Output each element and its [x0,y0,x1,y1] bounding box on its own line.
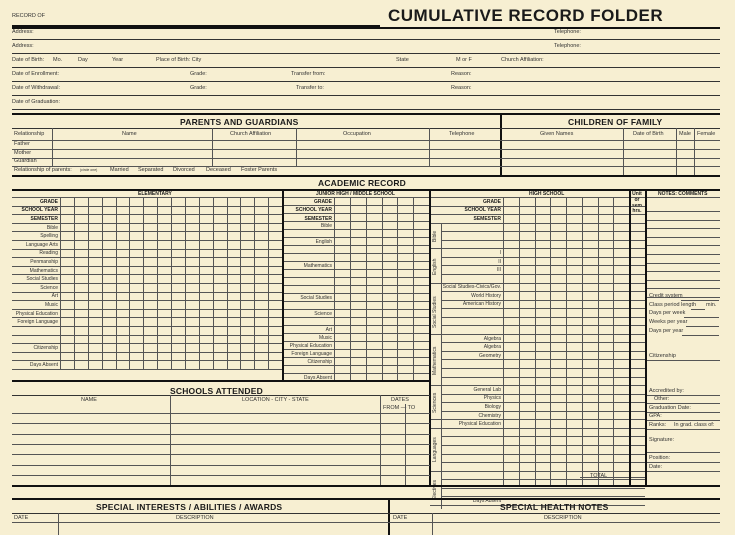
grid-row-line[interactable] [441,454,645,455]
grid-row-line[interactable] [12,309,282,310]
grid-col-line [350,197,351,381]
grid-row-line[interactable] [283,293,429,294]
transfer-to-label: Transfer to: [296,85,324,91]
accredited-by-label: Accredited by: [649,388,684,394]
subject-label: Days Absent [472,498,501,505]
subject-label: Bible [46,224,58,231]
grid-row-line[interactable] [441,488,645,489]
grid-col-line [519,197,520,485]
parents-col-divider [212,128,213,166]
school-row-line[interactable] [12,454,430,455]
grid-row-line[interactable] [283,229,429,230]
subject-label: Mathematics [29,267,58,274]
notes-line[interactable] [647,237,720,238]
grid-row-line[interactable] [12,343,282,344]
option-married[interactable]: Married [110,167,129,173]
grid-col-line [598,197,599,485]
health-description-col: DESCRIPTION [544,515,582,521]
grid-row-line[interactable] [12,231,282,232]
date-line[interactable] [647,471,720,472]
grid-row-line[interactable] [283,237,429,238]
grid-col-line [185,197,186,369]
grid-row-line[interactable] [12,223,282,224]
academic-heading: ACADEMIC RECORD [318,178,406,188]
subject-label: Science [314,310,332,317]
other-line[interactable] [647,403,720,404]
grid-row-line[interactable] [441,368,645,369]
grid-col-line [240,197,241,369]
grid-row-line[interactable] [12,249,282,250]
parents-row-line [12,140,720,141]
days-per-week-label: Days per week [649,310,686,316]
signature-line[interactable] [647,452,720,453]
grid-row-line[interactable] [441,317,645,318]
col-given-names: Given Names [540,131,574,137]
notes-line[interactable] [647,211,720,212]
withdrawal-grade-label: Grade: [190,85,207,91]
parents-top-rule [12,113,720,115]
grid-row-line[interactable] [12,257,282,258]
grid-col-line [199,197,200,369]
school-row-line[interactable] [12,434,430,435]
subject-label: Biology [484,404,501,410]
grid-col-line [157,197,158,369]
grid-row-line[interactable] [441,291,645,292]
school-dates-col: DATES [391,397,409,403]
subject-label: II [498,258,501,265]
bottom-row-line[interactable] [12,522,720,523]
grid-row-line[interactable] [283,213,429,214]
parents-col-divider [296,128,297,166]
grid-row-line[interactable] [283,365,429,366]
school-row-line[interactable] [12,465,430,466]
school-row-line[interactable] [12,475,430,476]
grid-row-line[interactable] [283,301,429,302]
grid-row-line[interactable] [12,335,282,336]
citizenship-line[interactable] [647,360,720,361]
grid-col-line [366,197,367,381]
junior-high-heading: JUNIOR HIGH / MIDDLE SCHOOL [316,191,395,197]
dob-label: Date of Birth: [12,57,45,63]
interests-date-col: DATE [14,515,29,521]
grid-row-line[interactable] [441,436,645,437]
notes-line[interactable] [647,288,720,289]
address-label-2: Address: [12,43,34,49]
grid-col-line [613,197,614,485]
grid-row-line[interactable] [283,261,429,262]
parents-header-rule [12,128,720,129]
high-unit-divider [629,189,631,485]
subject-label: Language Arts [25,241,58,248]
days-per-year-label: Days per year [649,328,684,334]
grid-col-line [143,197,144,369]
grid-row-line[interactable] [441,377,645,378]
grid-col-line [171,197,172,369]
grid-row-line[interactable] [12,326,282,327]
subject-label: Physical Education [289,342,332,349]
bottom-rule [12,485,720,487]
grid-row-line[interactable] [283,285,429,286]
place-of-birth-label: Place of Birth: City [156,57,202,63]
grid-row-line[interactable] [283,309,429,310]
grid-row-line[interactable] [283,317,429,318]
bottom-rule-2 [12,498,720,500]
subject-label: Art [325,326,332,333]
grid-row-line[interactable] [441,351,645,352]
parents-row-line[interactable] [12,158,720,159]
signature-label: Signature: [649,437,675,443]
parents-col-divider [52,128,53,166]
address-line[interactable] [12,39,720,40]
semester-label: SEMESTER [304,216,332,222]
grid-row-line[interactable] [441,325,645,326]
option-deceased[interactable]: Deceased [206,167,231,173]
weeks-per-year-label: Weeks per year [649,319,688,325]
graduation-label: Date of Graduation: [12,99,61,105]
notes-line[interactable] [647,245,720,246]
grid-col-line [213,197,214,369]
elementary-junior-divider [282,189,284,380]
subject-group-label: Sciences [432,393,438,414]
grid-row-line[interactable] [441,342,645,343]
days-per-week-line[interactable] [684,317,719,318]
grid-row-line[interactable] [283,357,429,358]
subject-group-label: Languages [432,437,438,462]
subject-label: Citizenship [307,358,332,365]
form-title: CUMULATIVE RECORD FOLDER [388,6,664,25]
schools-top-rule [12,380,430,382]
interests-col-divider [58,513,59,535]
dob-day: Day [78,57,88,63]
total-label: TOTAL [590,473,608,479]
withdrawal-line[interactable] [12,95,720,96]
subject-label: Citizenship [33,345,58,351]
subject-label: Chemistry [478,412,501,419]
junior-high-divider [429,189,431,485]
grid-row-line[interactable] [441,300,645,301]
min-label: min. [706,302,717,308]
notes-line[interactable] [647,254,720,255]
row-father: Father [14,141,30,147]
withdrawal-label: Date of Withdrawal: [12,85,60,91]
grid-col-line [74,197,75,369]
grid-row-line[interactable] [12,274,282,275]
address-label: Address: [12,29,34,35]
grid-row-line[interactable] [12,317,282,318]
semester-label: SEMESTER [473,216,501,222]
row-guardian: Guardian [14,158,37,164]
relationship-of-parents-label: Relationship of parents: [14,167,72,173]
subject-group-label: Electives [432,480,438,501]
children-heading: CHILDREN OF FAMILY [568,117,663,127]
parents-heading: PARENTS AND GUARDIANS [180,117,299,127]
health-date-col: DATE [393,515,408,521]
parents-col-divider [429,128,430,166]
parents-row-line[interactable] [12,149,720,150]
subject-label: Music [44,302,58,308]
grid-row-line[interactable] [12,360,282,361]
grid-row-line[interactable] [441,394,645,395]
grid-row-line[interactable] [441,411,645,412]
enrollment-line[interactable] [12,81,720,82]
elementary-heading: ELEMENTARY [138,191,172,197]
grid-row-line[interactable] [441,308,645,309]
subject-label: Physics [483,395,501,402]
school-row-line[interactable] [12,423,430,424]
unit-label: Unit or sem hrs. [631,191,642,215]
unit-notes-divider [645,189,647,485]
col-occupation: Occupation [343,131,371,137]
notes-line[interactable] [647,220,720,221]
grid-col-line [60,197,61,369]
notes-line[interactable] [647,228,720,229]
schools-col-divider [380,395,381,485]
transfer-from-label: Transfer from: [291,71,326,77]
grid-col-line [535,197,536,485]
grid-col-line [129,197,130,369]
grid-row-line[interactable] [441,402,645,403]
in-grad-class-label: In grad. class of: [674,422,715,428]
school-year-label: SCHOOL YEAR [295,207,332,214]
subject-group-label: English [432,258,438,276]
grid-row-line[interactable] [283,253,429,254]
col-female: Female [697,131,716,137]
relationship-hint: (circle one) [80,168,98,172]
subject-group-label: Bible [432,231,438,243]
grid-row-line[interactable] [12,283,282,284]
subject-label: World History [471,292,501,299]
grid-row-line[interactable] [441,359,645,360]
subject-label: I [499,250,501,257]
subject-label: III [496,267,501,274]
school-location-col: LOCATION - CITY - STATE [242,397,309,403]
grid-row-line [430,197,720,198]
reason-label-2: Reason: [451,85,472,91]
credit-system-line[interactable] [681,300,719,301]
grade-label: GRADE [482,198,501,205]
subject-label: Algebra [483,344,501,351]
subject-label: Algebra [483,335,501,342]
school-year-label: SCHOOL YEAR [464,207,501,214]
credit-system-label: Credit system [649,293,683,299]
grid-row-line[interactable] [441,265,645,266]
grid-row-line[interactable] [12,206,282,207]
grid-col-line [382,197,383,381]
grid-row-line[interactable] [283,333,429,334]
date-label: Date: [649,464,663,470]
state-label: State [396,57,409,63]
subject-label: Art [51,293,58,300]
grid-row-line[interactable] [283,325,429,326]
option-foster-parents[interactable]: Foster Parents [241,167,278,173]
academic-top-rule [12,175,720,177]
grid-col-line [503,197,504,485]
subject-label: Spelling [40,233,58,240]
grid-row-line[interactable] [283,277,429,278]
grid-col-line [566,197,567,485]
telephone-label: Telephone: [554,29,581,35]
subject-label: Science [40,284,58,291]
schools-col-divider [170,395,171,485]
school-row-line[interactable] [12,444,430,445]
subject-label: Geometry [479,352,501,359]
grid-row-line[interactable] [283,245,429,246]
subject-label: Social Studies [26,276,58,283]
grid-row-line[interactable] [12,266,282,267]
subject-group-label: Mathematics [432,346,438,375]
interests-description-col: DESCRIPTION [176,515,214,521]
subject-label: American History [462,301,501,308]
schools-heading: SCHOOLS ATTENDED [170,386,263,396]
grid-row-line[interactable] [441,240,645,241]
class-period-line[interactable] [691,309,705,310]
subject-label: Penmanship [30,259,58,265]
subject-label: General Lab [473,386,501,393]
grid-row-line[interactable] [12,240,282,241]
high-school-heading: HIGH SCHOOL [529,191,565,197]
bottom-divider [388,498,390,535]
health-notes-heading: SPECIAL HEALTH NOTES [500,502,609,512]
grid-row-line[interactable] [441,257,645,258]
notes-line[interactable] [647,263,720,264]
grid-col-line [227,197,228,369]
graduation-line[interactable] [12,109,720,110]
weeks-per-year-line[interactable] [686,326,719,327]
col-church: Church Affiliation [230,131,272,137]
row-mother: Mother [14,150,32,156]
notes-line[interactable] [647,271,720,272]
days-per-year-line[interactable] [682,335,719,336]
grid-row-line[interactable] [283,373,429,374]
group-col-line [441,223,442,509]
grid-col-line [116,197,117,369]
class-period-length-label: Class period length [649,302,697,308]
reason-label: Reason: [451,71,472,77]
col-date-of-birth: Date of Birth [633,131,664,137]
grid-row-line[interactable] [283,221,429,222]
subject-group-label: Social Studies [432,296,438,328]
children-col-divider [694,128,695,175]
grid-row-line[interactable] [283,269,429,270]
grid-col-line [88,197,89,369]
grid-row-line [12,197,282,198]
grid-row-line[interactable] [441,462,645,463]
grid-row-line[interactable] [12,292,282,293]
subject-label: Reading [39,250,58,257]
subject-label: Physical Education [458,421,501,428]
position-label: Position: [649,455,671,461]
children-col-divider [676,128,677,175]
ranks-line[interactable] [647,429,720,430]
grid-row-line[interactable] [12,352,282,353]
subject-label: Physical Education [15,310,58,317]
address-line-2[interactable] [12,53,720,54]
grid-row-line[interactable] [283,205,429,206]
record-of-label: RECORD OF [12,13,45,19]
header-rule [12,27,720,29]
grid-row-line[interactable] [12,214,282,215]
subject-label: Music [318,334,332,341]
subject-label: Foreign Language [291,350,332,357]
gpa-line[interactable] [647,420,720,421]
enrollment-grade-label: Grade: [190,71,207,77]
grade-label: GRADE [313,198,332,205]
col-relationship: Relationship [14,131,45,137]
subject-label: Social Studies [300,294,332,301]
subject-label: Mathematics [303,262,332,269]
grid-row-line[interactable] [441,479,645,480]
subject-label: Days Absent [303,374,332,381]
subject-label: Social Studies-Civics/Gov. [442,284,501,291]
dob-line[interactable] [12,67,720,68]
subject-label: Foreign Language [17,319,58,326]
grid-col-line [334,197,335,381]
notes-heading: NOTES: COMMENTS [658,191,708,197]
option-divorced[interactable]: Divorced [173,167,195,173]
grid-col-line [397,197,398,381]
special-interests-heading: SPECIAL INTERESTS / ABILITIES / AWARDS [96,502,283,512]
dob-year: Year [112,57,124,63]
position-line[interactable] [647,462,720,463]
graduation-date-label: Graduation Date: [649,405,691,411]
subject-label: Bible [320,222,332,229]
subject-label: Days Absent [29,362,58,369]
col-male: Male [679,131,691,137]
sex-label: M or F [456,57,472,63]
school-year-label: SCHOOL YEAR [21,207,58,214]
notes-citizenship-label: Citizenship [649,353,676,359]
church-affiliation-label: Church Affiliation: [501,57,544,63]
other-label: Other: [654,396,670,402]
children-col-divider [623,128,624,175]
col-name: Name [122,131,137,137]
grade-label: GRADE [39,198,58,205]
grid-row-line[interactable] [12,300,282,301]
bottom-header-rule [12,513,720,514]
grid-col-line [582,197,583,485]
grid-row-line[interactable] [441,231,645,232]
notes-line[interactable] [647,280,720,281]
col-telephone: Telephone [449,131,475,137]
school-from-to: FROM — TO [383,405,416,411]
schools-header-rule [12,395,430,396]
grid-row-line[interactable] [283,341,429,342]
grid-row-line[interactable] [441,445,645,446]
gpa-label: GPA: [649,413,662,419]
semester-label: SEMESTER [30,216,58,222]
subject-label: English [315,238,332,245]
health-col-divider [432,513,433,535]
ranks-label: Ranks: [649,422,667,428]
grid-row-line[interactable] [12,369,282,370]
enrollment-label: Date of Enrollment: [12,71,60,77]
dob-mo: Mo. [53,57,63,63]
school-row-line[interactable] [12,413,430,414]
grid-row-line[interactable] [441,274,645,275]
grid-row-line [283,197,429,198]
grid-col-line [102,197,103,369]
grid-row-line[interactable] [283,349,429,350]
school-name-col: NAME [81,397,97,403]
grid-col-line [550,197,551,485]
option-separated[interactable]: Separated [138,167,164,173]
telephone-label-2: Telephone: [554,43,581,49]
